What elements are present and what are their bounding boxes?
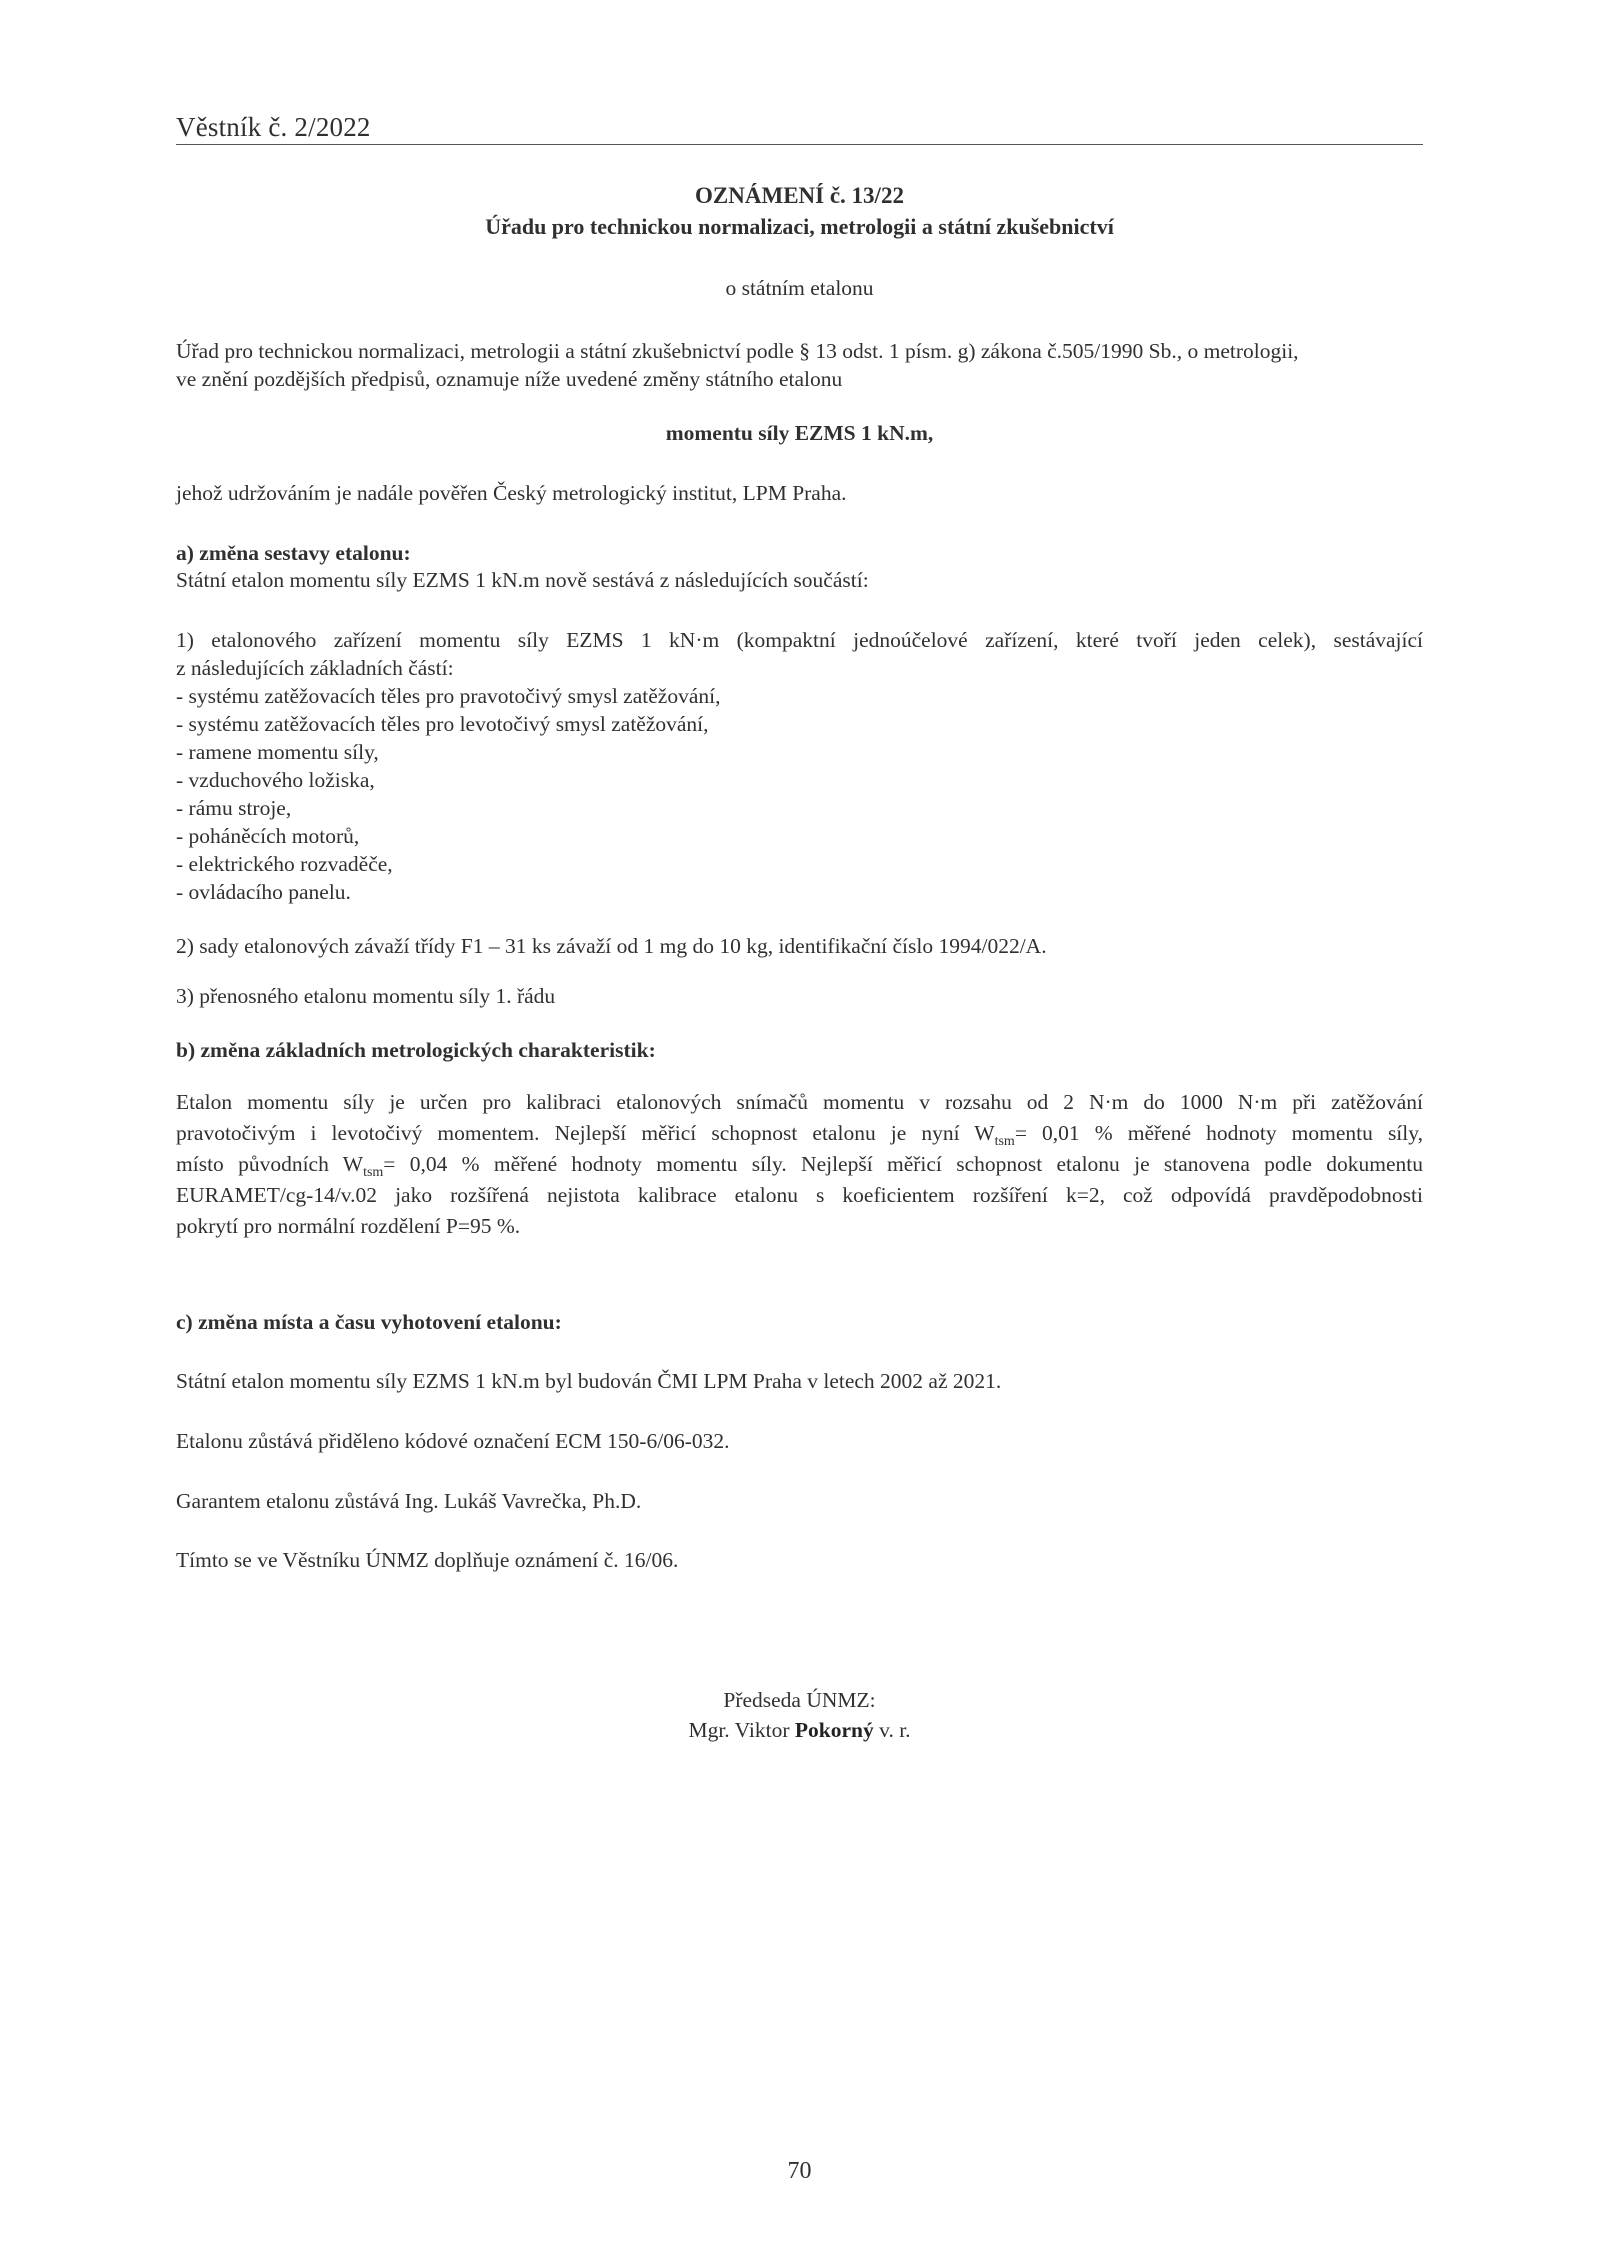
item-1-line-2: z následujících základních částí: (176, 656, 454, 680)
standard-name: momentu síly EZMS 1 kN.m, (665, 421, 934, 445)
section-b-line-2: pravotočivým i levotočivý momentem. Nejlepší měřicí schopnost etalonu je nyní $W_{tsm}= 0,01$ % měřené hodnoty momentu síly, (176, 1121, 1423, 1149)
section-b-paragraph (176, 1087, 1423, 1242)
signature-role: Předseda ÚNMZ: (723, 1688, 876, 1712)
section-b-line-5: pokrytí pro normální rozdělení P=95 %. (176, 1214, 521, 1238)
intro-line-1: Úřad pro technickou normalizaci, metrologii a státní zkušebnictví podle § 13 odst. 1 písm. g) zákona č.505/1990 Sb., o metrologii, (176, 339, 1299, 363)
section-c-heading: c) změna místa a času vyhotovení etalonu: (176, 1310, 562, 1334)
section-c-built: Státní etalon momentu síly EZMS 1 kN.m byl budován ČMI LPM Praha v letech 2002 až 2021. (176, 1369, 1002, 1393)
running-header: Věstník č. 2/2022 (176, 112, 371, 142)
maintainer-text: jehož udržováním je nadále pověřen Český metrologický institut, LPM Praha. (176, 481, 847, 505)
section-c-guarantor: Garantem etalonu zůstává Ing. Lukáš Vavrečka, Ph.D. (176, 1489, 642, 1513)
notice-authority: Úřadu pro technickou normalizaci, metrologii a státní zkušebnictví (485, 214, 1114, 239)
intro-paragraph (176, 337, 1423, 393)
section-a-item-2: 2) sady etalonových závaží třídy F1 – 31 ks závaží od 1 mg do 10 kg, identifikační číslo 1994/022/A. (176, 934, 1047, 958)
section-b-line-4: EURAMET/cg-14/v.02 jako rozšířená nejistota kalibrace etalonu s koeficientem rozšíření k=2, což odpovídá pravděpodobnosti (176, 1183, 1423, 1207)
notice-title: OZNÁMENÍ č. 13/22 (695, 183, 904, 208)
section-a-intro: Státní etalon momentu síly EZMS 1 kN.m nově sestává z následujících součástí: (176, 568, 869, 592)
section-b-heading: b) změna základních metrologických charakteristik: (176, 1038, 656, 1062)
section-b-line-1: Etalon momentu síly je určen pro kalibraci etalonových snímačů momentu v rozsahu od 2 N·m do 1000 N·m při zatěžování (176, 1090, 1423, 1114)
list-item: - elektrického rozvaděče, (176, 852, 393, 876)
list-item: - systému zatěžovacích těles pro levotočivý smysl zatěžování, (176, 712, 709, 736)
component-list (176, 682, 1423, 906)
section-a-item-1 (176, 626, 1423, 682)
list-item: - vzduchového ložiska, (176, 768, 375, 792)
item-1-line-1: 1) etalonového zařízení momentu síly EZMS 1 kN·m (kompaktní jednoúčelové zařízení, které tvoří jeden celek), sestávající (176, 628, 1423, 652)
section-c-supplement: Tímto se ve Věstníku ÚNMZ doplňuje oznámení č. 16/06. (176, 1548, 679, 1572)
signature-name: Mgr. Viktor Pokorný v. r. (688, 1718, 911, 1742)
section-a-item-3: 3) přenosného etalonu momentu síly 1. řádu (176, 984, 556, 1008)
section-b-line-3: místo původních $W_{tsm}= 0,04$ % měřené hodnoty momentu síly. Nejlepší měřicí schopnost etalonu je stanovena podle dokumentu (176, 1152, 1423, 1180)
list-item: - poháněcích motorů, (176, 824, 360, 848)
list-item: - systému zatěžovacích těles pro pravotočivý smysl zatěžování, (176, 684, 721, 708)
intro-line-2: ve znění pozdějších předpisů, oznamuje níže uvedené změny státního etalonu (176, 367, 843, 391)
list-item: - ovládacího panelu. (176, 880, 351, 904)
section-a-heading: a) změna sestavy etalonu: (176, 541, 411, 565)
section-c-code: Etalonu zůstává přiděleno kódové označení ECM 150-6/06-032. (176, 1429, 730, 1453)
header-rule (176, 144, 1423, 145)
page-number: 70 (787, 2158, 812, 2184)
list-item: - rámu stroje, (176, 796, 292, 820)
list-item: - ramene momentu síly, (176, 740, 379, 764)
notice-subject: o státním etalonu (725, 276, 874, 300)
